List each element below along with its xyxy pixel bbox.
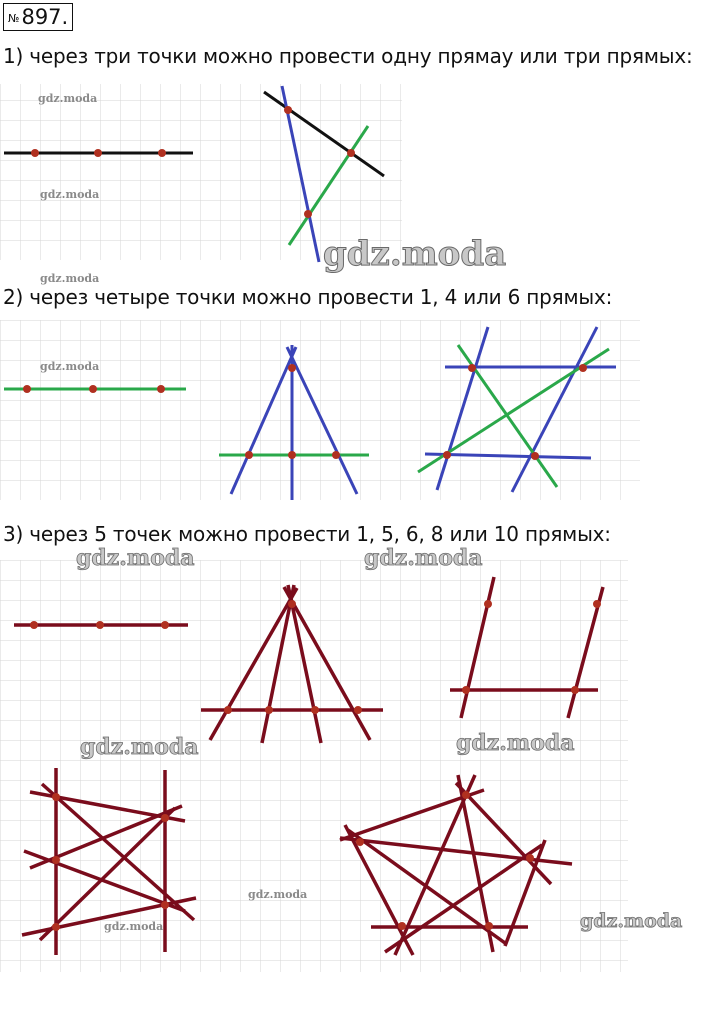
section-2-label: 2) через четыре точки можно провести 1, 4 или 6 прямых:	[3, 285, 613, 309]
fig-3e-ten-lines	[340, 775, 572, 955]
watermark-7: gdz.moda	[364, 545, 483, 571]
task-number-value: 897.	[21, 5, 69, 29]
number-sign: №	[8, 12, 20, 25]
watermark-11: gdz.moda	[104, 920, 164, 933]
watermark-3: gdz.moda	[40, 272, 100, 285]
watermark-5: gdz.moda	[40, 360, 100, 373]
watermark-12: gdz.moda	[580, 910, 683, 932]
fig-3a-one-line	[14, 621, 188, 629]
fig-1a-collinear	[4, 149, 193, 157]
fig-3c-six-lines	[450, 577, 603, 718]
watermark-8: gdz.moda	[80, 734, 199, 760]
watermark-4: gdz.moda	[323, 234, 507, 274]
task-number	[3, 3, 73, 31]
watermark-9: gdz.moda	[456, 730, 575, 756]
watermark-6: gdz.moda	[76, 545, 195, 571]
watermark-2: gdz.moda	[40, 188, 100, 201]
section-3-label: 3) через 5 точек можно провести 1, 5, 6, 8 или 10 прямых:	[3, 522, 611, 546]
fig-2c-six-lines	[418, 327, 616, 492]
section-1-label: 1) через три точки можно провести одну прямау или три прямых:	[3, 44, 693, 68]
watermark-1: gdz.moda	[38, 92, 98, 105]
watermark-10: gdz.moda	[248, 888, 308, 901]
fig-3b-five-lines	[201, 585, 383, 743]
fig-2a-one-line	[4, 385, 186, 393]
fig-2b-four-lines	[219, 345, 369, 500]
